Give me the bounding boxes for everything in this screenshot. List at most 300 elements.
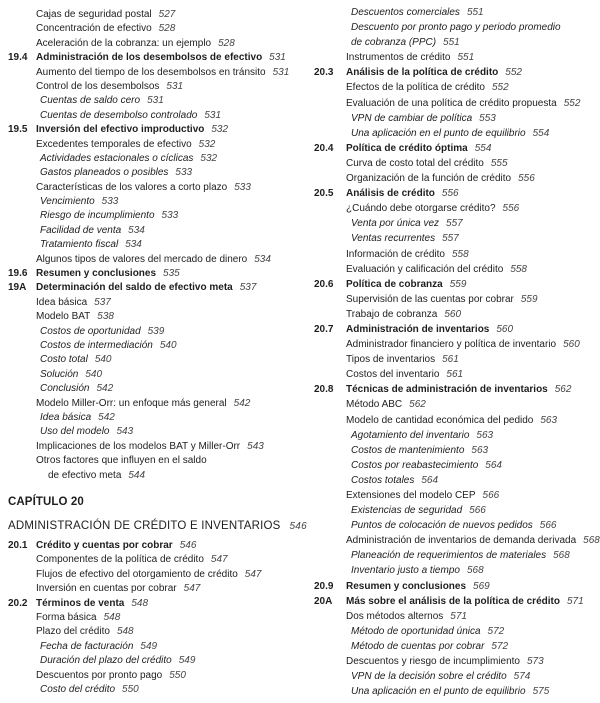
page-number: 551 xyxy=(457,52,475,64)
toc-entry xyxy=(314,353,600,368)
entry-title xyxy=(346,398,426,412)
entry-text: Conclusión xyxy=(40,383,90,395)
entry-title xyxy=(351,549,570,563)
page-number: 557 xyxy=(446,218,463,230)
entry-text: Cuentas de desembolso controlado xyxy=(40,109,198,121)
entry-title xyxy=(40,339,177,353)
entry-text: Extensiones del modelo CEP xyxy=(346,490,476,501)
entry-text: Duración del plazo del crédito xyxy=(40,655,172,667)
entry-text: Resumen y conclusiones xyxy=(346,580,467,592)
page-number: 542 xyxy=(233,397,251,409)
entry-title xyxy=(40,195,118,209)
entry-title xyxy=(346,293,538,307)
entry-title xyxy=(346,308,461,322)
page-number: 554 xyxy=(532,127,550,139)
entry-title xyxy=(36,138,215,152)
entry-text: Descuentos y riesgo de incumplimiento xyxy=(346,656,520,668)
page-number: 548 xyxy=(116,626,134,638)
entry-title xyxy=(40,152,217,166)
page-number: 539 xyxy=(147,325,165,337)
toc-entry xyxy=(314,474,600,489)
entry-text: Otros factores que influyen en el saldo xyxy=(36,455,207,467)
section-number: 19A xyxy=(8,282,27,294)
entry-text: Tipos de inventarios xyxy=(346,354,436,366)
toc-entry xyxy=(314,610,600,625)
toc-entry xyxy=(8,568,300,582)
page-number: 540 xyxy=(94,354,112,366)
entry-text: Cajas de seguridad postal xyxy=(36,9,152,20)
page-number: 527 xyxy=(158,9,176,20)
entry-text: Tratamiento fiscal xyxy=(40,239,119,251)
page-number: 560 xyxy=(563,339,580,351)
entry-text: Uso del modelo xyxy=(40,426,110,438)
entry-text: Descuento por pronto pago y periodo promedio xyxy=(351,22,561,34)
entry-text: Resumen y conclusiones xyxy=(36,268,157,280)
toc-section-entry xyxy=(314,595,600,610)
entry-text: de efectivo meta xyxy=(48,469,122,481)
section-number: 20.4 xyxy=(314,142,334,154)
entry-text: Más sobre el análisis de la política de crédito xyxy=(346,595,560,607)
entry-text: Técnicas de administración de inventarios xyxy=(346,384,548,396)
toc-entry xyxy=(314,248,600,263)
entry-text: Venta por única vez xyxy=(351,218,440,230)
toc-entry xyxy=(314,519,600,534)
toc-entry xyxy=(314,534,600,549)
page-number: 566 xyxy=(539,520,557,532)
entry-text: Efectos de la política de crédito xyxy=(346,82,485,94)
toc-entry xyxy=(8,611,300,625)
page-number: 563 xyxy=(540,414,558,426)
entry-title xyxy=(351,112,496,126)
entry-title xyxy=(48,469,145,483)
entry-text: Inversión en cuentas por cobrar xyxy=(36,583,177,595)
entry-text: Evaluación y calificación del crédito xyxy=(346,263,504,275)
toc-entry xyxy=(314,293,600,308)
page-number: 552 xyxy=(491,82,509,94)
entry-title xyxy=(351,625,504,639)
toc-entry xyxy=(8,166,300,180)
entry-text: Cuentas de saldo cero xyxy=(40,95,141,107)
toc-entry xyxy=(8,296,300,310)
toc-entry xyxy=(314,112,600,127)
toc-entry xyxy=(8,238,300,252)
entry-title xyxy=(36,669,186,683)
page-number: 531 xyxy=(204,109,222,121)
page-number: 556 xyxy=(502,203,520,215)
entry-text: Componentes de la política de crédito xyxy=(36,554,204,566)
toc-entry xyxy=(314,398,600,413)
entry-title xyxy=(36,553,228,567)
toc-entry xyxy=(314,21,600,36)
entry-text: Costos por reabastecimiento xyxy=(351,459,479,471)
toc-left-column-bottom xyxy=(8,539,300,697)
toc-entry xyxy=(314,670,600,685)
page-number: 563 xyxy=(476,429,494,441)
entry-text: Modelo BAT xyxy=(36,311,91,323)
toc-entry xyxy=(314,549,600,564)
toc-section-entry xyxy=(314,323,600,338)
toc-entry xyxy=(8,94,300,108)
toc-entry xyxy=(314,6,600,21)
toc-entry xyxy=(8,310,300,324)
entry-title xyxy=(36,8,175,22)
page-number: 550 xyxy=(122,683,139,695)
entry-text: Vencimiento xyxy=(40,196,95,208)
entry-title xyxy=(40,109,221,123)
entry-title xyxy=(36,397,250,411)
toc-entry xyxy=(314,51,600,66)
entry-title xyxy=(346,610,467,624)
entry-title xyxy=(40,683,139,697)
toc-entry xyxy=(314,655,600,670)
entry-title xyxy=(346,353,459,367)
page-number: 568 xyxy=(553,550,570,562)
toc-entry xyxy=(314,202,600,217)
entry-title xyxy=(351,474,438,488)
page-number: 549 xyxy=(140,640,158,652)
chapter-title xyxy=(8,520,307,532)
toc-entry xyxy=(8,397,300,411)
entry-text: Una aplicación en el punto de equilibrio xyxy=(351,127,526,139)
toc-section-entry xyxy=(314,580,600,595)
entry-title xyxy=(351,504,486,518)
entry-title xyxy=(346,580,490,594)
entry-text: Plazo del crédito xyxy=(36,626,110,638)
toc-entry xyxy=(8,353,300,367)
page-number: 559 xyxy=(449,278,467,290)
section-number: 20.9 xyxy=(314,580,334,592)
toc-entry xyxy=(8,224,300,238)
entry-title xyxy=(40,368,102,382)
entry-text: Excedentes temporales de efectivo xyxy=(36,138,192,150)
toc-section-entry xyxy=(314,66,600,81)
page-number: 556 xyxy=(518,173,535,185)
entry-text: Costos totales xyxy=(351,474,415,486)
entry-text: Implicaciones de los modelos BAT y Miller-Orr xyxy=(36,440,241,452)
page-number: 575 xyxy=(532,686,550,698)
entry-title xyxy=(346,81,509,95)
entry-text: Puntos de colocación de nuevos pedidos xyxy=(351,520,533,532)
page-number: 552 xyxy=(505,67,522,79)
entry-title xyxy=(36,181,251,195)
entry-text: Gastos planeados o posibles xyxy=(40,167,169,179)
entry-title xyxy=(346,157,508,171)
toc-entry xyxy=(8,152,300,166)
entry-text: Una aplicación en el punto de equilibrio xyxy=(351,686,526,698)
toc-entry xyxy=(8,8,300,22)
toc-entry xyxy=(8,469,300,483)
toc-entry xyxy=(314,444,600,459)
entry-title xyxy=(36,281,256,295)
page-number: 573 xyxy=(526,656,544,668)
entry-title xyxy=(351,640,508,654)
toc-section-entry xyxy=(314,383,600,398)
toc-entry xyxy=(8,37,300,51)
toc-entry xyxy=(8,209,300,223)
page-number: 550 xyxy=(169,669,186,681)
entry-text: Trabajo de cobranza xyxy=(346,308,438,320)
page-number: 547 xyxy=(244,568,262,580)
page-number: 540 xyxy=(159,339,177,351)
toc-entry xyxy=(314,368,600,383)
entry-title xyxy=(40,654,195,668)
toc-entry xyxy=(314,127,600,142)
entry-title xyxy=(40,425,133,439)
page-number: 572 xyxy=(487,625,505,637)
toc-entry xyxy=(8,339,300,353)
entry-title xyxy=(40,238,142,252)
page-number: 560 xyxy=(444,308,462,320)
page-number: 537 xyxy=(94,296,111,308)
toc-entry xyxy=(314,81,600,96)
chapter-label: CAPÍTULO 20 xyxy=(8,496,84,508)
entry-text: Control de los desembolsos xyxy=(36,80,160,92)
page-number: 532 xyxy=(198,138,216,150)
toc-right-column xyxy=(314,6,600,700)
entry-text: Agotamiento del inventario xyxy=(351,429,470,441)
entry-text: VPN de la decisión sobre el crédito xyxy=(351,671,507,683)
entry-title xyxy=(40,166,192,180)
page-number: 531 xyxy=(269,52,286,64)
page-number: 548 xyxy=(103,611,121,623)
toc-entry xyxy=(8,654,300,668)
entry-text: Inversión del efectivo improductivo xyxy=(36,124,205,136)
entry-title xyxy=(346,655,544,669)
page-number: 555 xyxy=(490,157,508,169)
entry-text: Facilidad de venta xyxy=(40,224,122,236)
entry-title xyxy=(36,539,196,553)
entry-text: Método ABC xyxy=(346,399,403,411)
entry-text: Dos métodos alternos xyxy=(346,610,444,622)
entry-text: Supervisión de las cuentas por cobrar xyxy=(346,293,514,305)
page-number: 533 xyxy=(161,210,179,222)
entry-title xyxy=(351,21,561,35)
entry-text: Administrador financiero y política de inventario xyxy=(346,339,557,351)
page-number: 537 xyxy=(239,282,257,294)
entry-title xyxy=(346,414,557,428)
entry-title xyxy=(346,66,522,80)
toc-entry xyxy=(314,489,600,504)
toc-entry xyxy=(8,582,300,596)
toc-entry xyxy=(8,683,300,697)
toc-entry xyxy=(8,138,300,152)
section-number: 20.5 xyxy=(314,188,334,200)
entry-title xyxy=(351,444,488,458)
page-number: 538 xyxy=(97,311,114,323)
page-number: 533 xyxy=(175,167,193,179)
entry-title xyxy=(351,459,502,473)
toc-entry xyxy=(314,640,600,655)
toc-entry xyxy=(8,425,300,439)
entry-title xyxy=(36,123,228,137)
entry-text: Costo del crédito xyxy=(40,683,116,695)
page-number: 528 xyxy=(218,37,235,49)
toc-entry xyxy=(314,217,600,232)
page-number: 533 xyxy=(101,196,119,208)
toc-entry xyxy=(8,253,300,267)
toc-entry xyxy=(314,172,600,187)
entry-text: Planeación de requerimientos de materiales xyxy=(351,550,547,562)
entry-text: Existencias de seguridad xyxy=(351,505,463,517)
toc-entry xyxy=(8,640,300,654)
toc-section-entry xyxy=(8,267,300,281)
toc-entry xyxy=(314,36,600,51)
entry-text: Método de cuentas por cobrar xyxy=(351,640,485,652)
page-number: 544 xyxy=(128,469,146,481)
page-number: 531 xyxy=(147,95,164,107)
page-number: 547 xyxy=(210,554,228,566)
toc-entry xyxy=(314,308,600,323)
entry-title xyxy=(36,440,264,454)
entry-title xyxy=(346,595,584,609)
toc-section-entry xyxy=(8,123,300,137)
entry-title xyxy=(346,248,469,262)
entry-text: Idea básica xyxy=(40,411,92,423)
page-number: 561 xyxy=(446,369,464,381)
page-number: 572 xyxy=(491,640,509,652)
section-number: 20.2 xyxy=(8,597,28,609)
entry-text: ¿Cuándo debe otorgarse crédito? xyxy=(346,203,496,215)
entry-text: Descuentos comerciales xyxy=(351,7,460,18)
entry-text: Aumento del tiempo de los desembolsos en tránsito xyxy=(36,66,266,78)
page-number: 551 xyxy=(443,37,460,49)
page-number: 559 xyxy=(520,293,538,305)
section-number: 20A xyxy=(314,595,333,607)
entry-title xyxy=(351,685,549,699)
entry-title xyxy=(351,217,463,231)
entry-text: Costo total xyxy=(40,354,88,366)
section-number: 19.6 xyxy=(8,268,28,280)
toc-entry xyxy=(314,564,600,579)
toc-entry xyxy=(314,157,600,172)
toc-entry xyxy=(8,625,300,639)
entry-title xyxy=(346,172,535,186)
page-number: 554 xyxy=(474,142,492,154)
toc-entry xyxy=(8,553,300,567)
entry-text: Análisis de crédito xyxy=(346,188,435,200)
entry-title xyxy=(346,323,513,337)
entry-text: Organización de la función de crédito xyxy=(346,173,512,185)
toc-entry xyxy=(8,382,300,396)
entry-title xyxy=(40,640,157,654)
toc-section-entry xyxy=(8,51,300,65)
page-number: 553 xyxy=(479,112,496,124)
entry-title xyxy=(351,6,484,20)
entry-title xyxy=(36,296,111,310)
page-number: 558 xyxy=(451,248,469,260)
entry-text: Concentración de efectivo xyxy=(36,23,152,35)
toc-section-entry xyxy=(314,142,600,157)
entry-text: Crédito y cuentas por cobrar xyxy=(36,540,173,551)
page-number: 543 xyxy=(247,440,264,452)
toc-section-entry xyxy=(8,281,300,295)
entry-text: Descuentos por pronto pago xyxy=(36,669,163,681)
page-number: 569 xyxy=(473,580,490,592)
toc-entry xyxy=(8,411,300,425)
entry-title xyxy=(36,66,289,80)
entry-text: Forma básica xyxy=(36,611,97,623)
toc-section-entry xyxy=(314,278,600,293)
page-number: 566 xyxy=(469,505,486,517)
entry-text: Instrumentos de crédito xyxy=(346,52,451,64)
entry-title xyxy=(40,353,112,367)
entry-text: Análisis de la política de crédito xyxy=(346,67,499,79)
page-number: 568 xyxy=(466,565,484,577)
toc-entry xyxy=(314,97,600,112)
toc-entry xyxy=(8,66,300,80)
entry-title xyxy=(346,202,519,216)
page-number: 562 xyxy=(554,384,572,396)
entry-title xyxy=(346,278,466,292)
page-number: 574 xyxy=(513,671,531,683)
page-number: 531 xyxy=(166,80,184,92)
entry-title xyxy=(40,224,145,238)
page-number: 556 xyxy=(441,188,459,200)
toc-entry xyxy=(8,109,300,123)
toc-entry xyxy=(314,504,600,519)
page-number: 568 xyxy=(583,535,600,547)
page-number: 564 xyxy=(421,474,439,486)
entry-text: Idea básica xyxy=(36,296,88,308)
toc-entry xyxy=(314,429,600,444)
page-number: 571 xyxy=(566,595,584,607)
entry-text: Política de crédito óptima xyxy=(346,142,468,154)
entry-text: VPN de cambiar de política xyxy=(351,112,473,124)
page-number: 558 xyxy=(510,263,527,275)
entry-title xyxy=(36,625,134,639)
entry-text: Riesgo de incumplimiento xyxy=(40,210,155,222)
entry-text: Costos de mantenimiento xyxy=(351,444,465,456)
page-number: 534 xyxy=(254,253,271,265)
entry-text: Actividades estacionales o cíclicas xyxy=(40,152,194,164)
entry-title xyxy=(40,209,178,223)
entry-title xyxy=(346,368,463,382)
toc-section-entry xyxy=(314,187,600,202)
section-number: 20.3 xyxy=(314,67,334,79)
entry-title xyxy=(36,310,114,324)
entry-text: Algunos tipos de valores del mercado de dinero xyxy=(36,253,248,265)
entry-text: Términos de venta xyxy=(36,597,125,609)
toc-section-entry xyxy=(8,539,300,553)
section-number: 20.6 xyxy=(314,278,334,290)
entry-title xyxy=(36,80,183,94)
chapter-title-text: ADMINISTRACIÓN DE CRÉDITO E INVENTARIOS xyxy=(8,520,281,532)
entry-title xyxy=(351,519,556,533)
page-number: 563 xyxy=(471,444,489,456)
entry-title xyxy=(40,382,113,396)
entry-title xyxy=(351,36,460,50)
entry-text: Modelo Miller-Orr: un enfoque más general xyxy=(36,397,227,409)
toc-entry xyxy=(314,685,600,700)
entry-title xyxy=(346,187,459,201)
toc-section-entry xyxy=(8,597,300,611)
page-number: 534 xyxy=(128,224,145,236)
page-number: 542 xyxy=(98,411,115,423)
entry-title xyxy=(351,127,549,141)
toc-entry xyxy=(8,454,300,468)
entry-title xyxy=(36,568,261,582)
toc-entry xyxy=(8,368,300,382)
page-number: 552 xyxy=(563,97,581,109)
entry-title xyxy=(36,22,175,36)
entry-text: Administración de inventarios xyxy=(346,323,490,335)
entry-text: Modelo de cantidad económica del pedido xyxy=(346,414,534,426)
entry-title xyxy=(346,97,580,111)
entry-title xyxy=(36,37,235,51)
entry-text: Características de los valores a corto plazo xyxy=(36,181,228,193)
toc-entry xyxy=(8,80,300,94)
entry-title xyxy=(36,454,207,468)
